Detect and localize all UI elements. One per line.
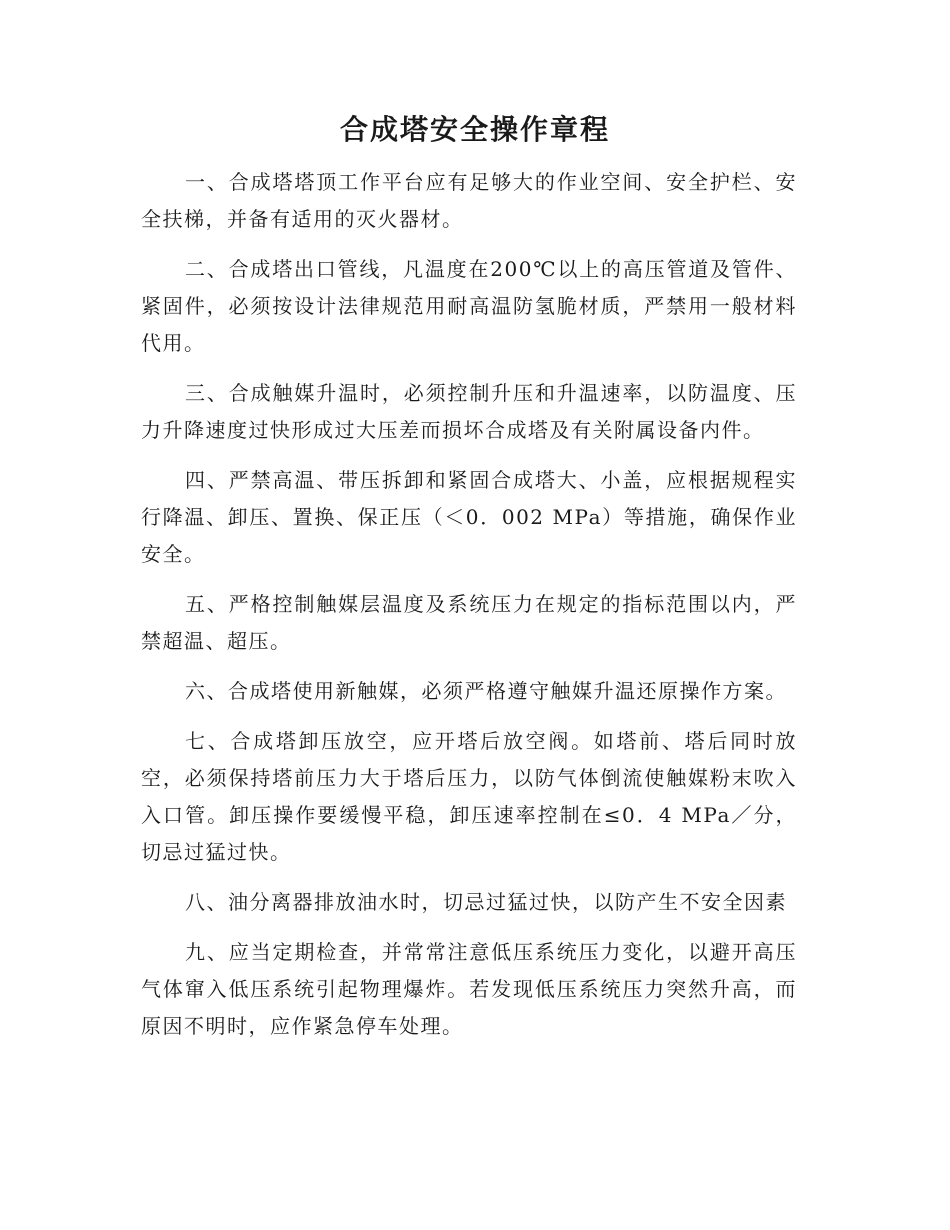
paragraph-1: 一、合成塔塔顶工作平台应有足够大的作业空间、安全护栏、安全扶梯，并备有适用的灭火器材。 [141, 170, 797, 231]
paragraph-8: 八、油分离器排放油水时，切忌过猛过快，以防产生不安全因素 [185, 890, 787, 914]
paragraph-5: 五、严格控制触媒层温度及系统压力在规定的指标范围以内，严禁超温、超压。 [141, 592, 797, 653]
paragraph-3: 三、合成触媒升温时，必须控制升压和升温速率，以防温度、压力升降速度过快形成过大压差而损坏合成塔及有关附属设备内件。 [141, 381, 797, 442]
document-title: 合成塔安全操作章程 [339, 113, 610, 146]
document-body [141, 164, 797, 1058]
paragraph-6: 六、合成塔使用新触媒，必须严格遵守触媒升温还原操作方案。 [185, 679, 787, 703]
paragraph-2: 二、合成塔出口管线，凡温度在200℃以上的高压管道及管件、紧固件，必须按设计法律规范用耐高温防氢脆材质，严禁用一般材料代用。 [141, 257, 797, 355]
paragraph-4: 四、严禁高温、带压拆卸和紧固合成塔大、小盖，应根据规程实行降温、卸压、置换、保正压（＜0．002 MPa）等措施，确保作业安全。 [141, 468, 797, 566]
paragraph-7: 七、合成塔卸压放空，应开塔后放空阀。如塔前、塔后同时放空，必须保持塔前压力大于塔后压力，以防气体倒流使触媒粉末吹入入口管。卸压操作要缓慢平稳，卸压速率控制在≤0．4 MPa／分，切忌过猛过快。 [141, 729, 797, 864]
paragraph-9: 九、应当定期检查，并常常注意低压系统压力变化，以避开高压气体窜入低压系统引起物理爆炸。若发现低压系统压力突然升高，而原因不明时，应作紧急停车处理。 [141, 940, 797, 1038]
